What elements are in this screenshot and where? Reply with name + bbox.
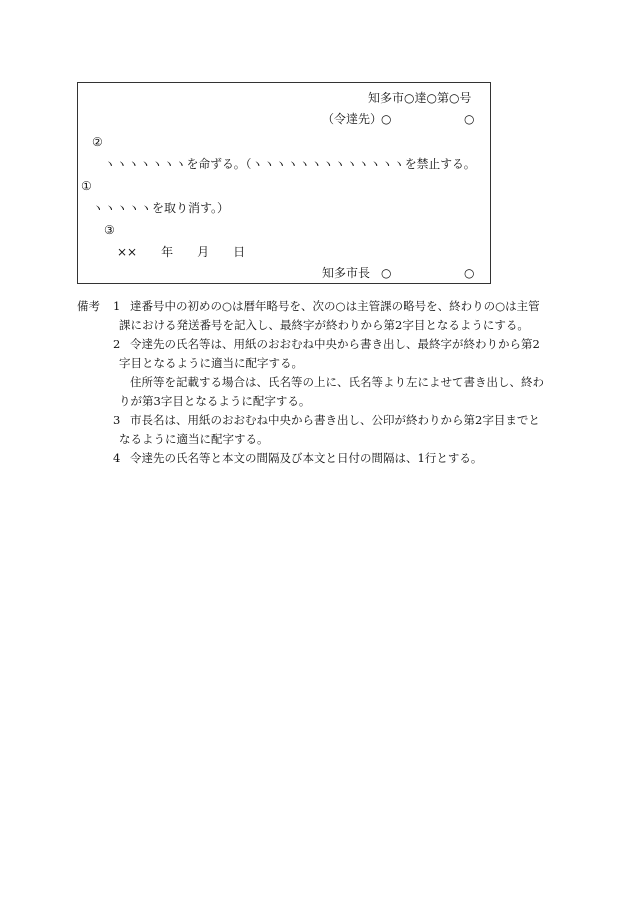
- remark-2-number: 2: [113, 337, 121, 351]
- remark-4-number: 4: [113, 451, 121, 465]
- remark-2-line-3: 住所等を記載する場合は、氏名等の上に、氏名等より左によせて書き出し、終わ: [130, 375, 544, 389]
- remark-2-line-2: 字目となるように適当に配字する。: [119, 356, 303, 370]
- remark-1-line-1: 達番号中の初めの○は暦年略号を、次の○は主管課の略号を、終わりの○は主管: [130, 299, 540, 313]
- remark-4-line-1: 令達先の氏名等と本文の間隔及び本文と日付の間隔は、1行とする。: [130, 451, 483, 465]
- recipient-circle-end: ○: [464, 112, 475, 126]
- order-line: ヽヽヽヽヽヽヽを命ずる。（ヽヽヽヽヽヽヽヽヽヽヽヽヽを禁止する。: [104, 157, 476, 171]
- remark-1-line-2: 課における発送番号を記入し、最終字が終わりから第2字目となるようにする。: [119, 318, 529, 332]
- date-line: ×× 年 月 日: [117, 245, 246, 259]
- marker-2: ②: [92, 135, 103, 149]
- remark-1-number: 1: [113, 299, 121, 313]
- remark-3-line-2: なるように適当に配字する。: [119, 432, 269, 446]
- remarks-heading: 備考: [77, 299, 100, 313]
- mayor-circle-start: ○: [381, 266, 392, 280]
- revoke-line: ヽヽヽヽヽを取り消す。）: [92, 201, 230, 215]
- remark-2-line-1: 令達先の氏名等は、用紙のおおむね中央から書き出し、最終字が終わりから第2: [130, 337, 540, 351]
- marker-1: ①: [81, 179, 92, 193]
- document-number: 知多市○達○第○号: [368, 91, 472, 105]
- recipient-circle-start: ○: [381, 112, 392, 126]
- mayor-label: 知多市長: [322, 266, 371, 280]
- mayor-circle-end: ○: [464, 266, 475, 280]
- remark-2-line-4: りが第3字目となるように配字する。: [119, 394, 311, 408]
- recipient-label: （令達先）: [322, 112, 383, 126]
- marker-3: ③: [104, 223, 115, 237]
- remark-3-line-1: 市長名は、用紙のおおむね中央から書き出し、公印が終わりから第2字目までと: [130, 413, 540, 427]
- remark-3-number: 3: [113, 413, 121, 427]
